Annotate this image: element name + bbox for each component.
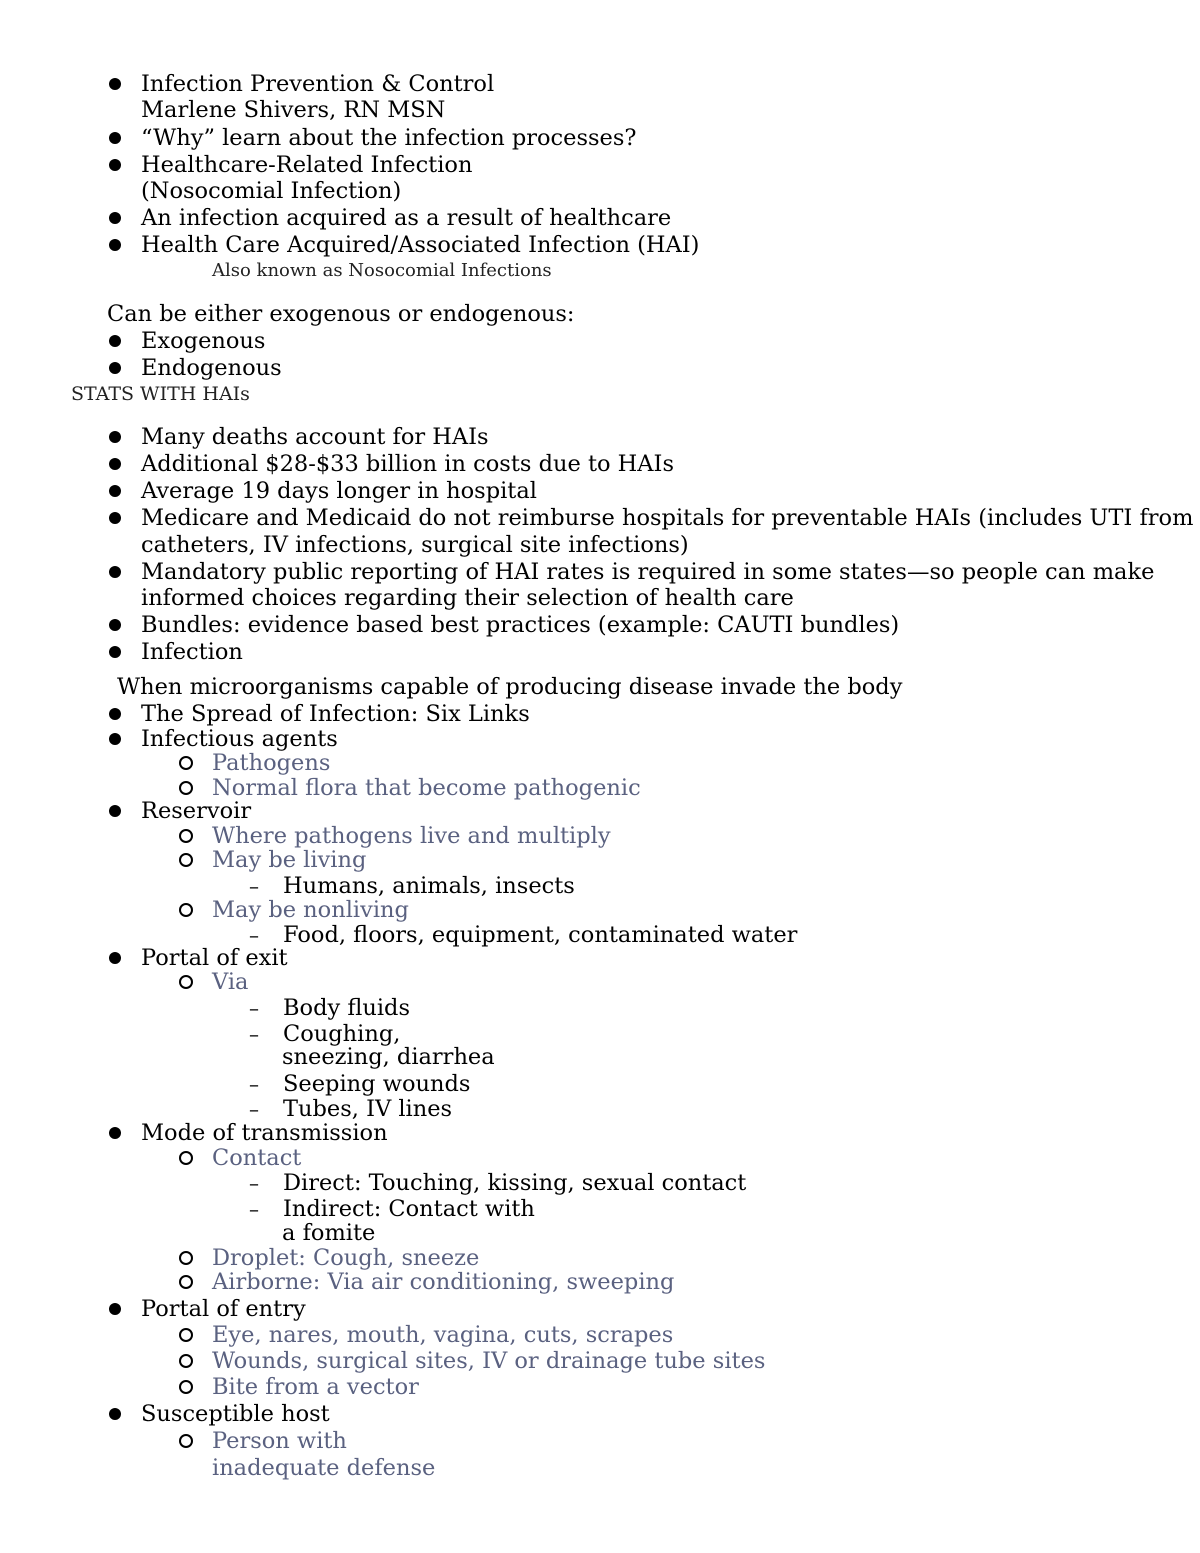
sub-list-item-text: May be living xyxy=(212,847,367,873)
list-item-text: catheters, IV infections, surgical site infections) xyxy=(141,532,689,558)
list-item-text: “Why” learn about the infection processes? xyxy=(141,125,637,151)
section-heading-text: STATS WITH HAIs xyxy=(71,383,250,405)
sub-sub-list-item-text: a fomite xyxy=(282,1220,376,1246)
list-item-text: Average 19 days longer in hospital xyxy=(141,478,537,504)
hollow-bullet-icon xyxy=(179,903,193,917)
filled-bullet-icon xyxy=(109,362,121,374)
sub-sub-list-item-text: Humans, animals, insects xyxy=(283,873,575,899)
sub-sub-list-item-text: Coughing, xyxy=(283,1021,401,1047)
list-item-text: Health Care Acquired/Associated Infection (HAI) xyxy=(141,232,700,258)
filled-bullet-icon xyxy=(109,1127,121,1139)
hollow-bullet-icon xyxy=(179,1151,193,1165)
hollow-bullet-icon xyxy=(179,1328,193,1342)
sub-list-item-text: Via xyxy=(212,969,249,995)
filled-bullet-icon xyxy=(109,1303,121,1315)
paragraph-text: When microorganisms capable of producing disease invade the body xyxy=(117,674,903,700)
hollow-bullet-icon xyxy=(179,756,193,770)
filled-bullet-icon xyxy=(109,239,121,251)
list-item-text: Marlene Shivers, RN MSN xyxy=(141,97,446,123)
list-item-text: Bundles: evidence based best practices (example: CAUTI bundles) xyxy=(141,612,900,638)
filled-bullet-icon xyxy=(109,335,121,347)
hollow-bullet-icon xyxy=(179,1251,193,1265)
list-item-text: Infectious agents xyxy=(141,726,338,752)
filled-bullet-icon xyxy=(109,952,121,964)
filled-bullet-icon xyxy=(109,512,121,524)
sub-sub-list-item-text: Tubes, IV lines xyxy=(283,1096,453,1122)
filled-bullet-icon xyxy=(109,132,121,144)
dash-bullet-icon: – xyxy=(249,1197,259,1221)
filled-bullet-icon xyxy=(109,458,121,470)
sub-list-item-text: Where pathogens live and multiply xyxy=(212,823,611,849)
list-item-text: Infection xyxy=(141,639,243,665)
hollow-bullet-icon xyxy=(179,1434,193,1448)
sub-sub-list-item-text: Indirect: Contact with xyxy=(283,1196,535,1222)
hollow-bullet-icon xyxy=(179,1380,193,1394)
sub-list-item-text: Person with xyxy=(212,1428,347,1454)
sub-list-item-text: inadequate defense xyxy=(212,1455,436,1481)
filled-bullet-icon xyxy=(109,566,121,578)
dash-bullet-icon: – xyxy=(249,1022,259,1046)
list-item-text: Many deaths account for HAIs xyxy=(141,424,489,450)
filled-bullet-icon xyxy=(109,646,121,658)
sub-sub-list-item-text: Seeping wounds xyxy=(283,1071,471,1097)
dash-bullet-icon: – xyxy=(249,874,259,898)
hollow-bullet-icon xyxy=(179,853,193,867)
dash-bullet-icon: – xyxy=(249,1171,259,1195)
sub-list-item-text: Pathogens xyxy=(212,750,331,776)
sub-list-item-text: Bite from a vector xyxy=(212,1374,419,1400)
hollow-bullet-icon xyxy=(179,1275,193,1289)
sub-list-item-text: Normal flora that become pathogenic xyxy=(212,775,641,801)
hollow-bullet-icon xyxy=(179,781,193,795)
sub-list-item-text: Droplet: Cough, sneeze xyxy=(212,1245,480,1271)
filled-bullet-icon xyxy=(109,485,121,497)
filled-bullet-icon xyxy=(109,431,121,443)
note-line: Also known as Nosocomial Infections xyxy=(212,260,552,281)
list-item-text: Reservoir xyxy=(141,798,252,824)
list-item-text: Mode of transmission xyxy=(141,1120,388,1146)
list-item-text: Additional $28-$33 billion in costs due to HAIs xyxy=(141,451,674,477)
list-item-text: An infection acquired as a result of healthcare xyxy=(141,205,672,231)
filled-bullet-icon xyxy=(109,78,121,90)
list-item-text: Exogenous xyxy=(141,328,266,354)
list-item-text: Healthcare-Related Infection xyxy=(141,152,473,178)
filled-bullet-icon xyxy=(109,733,121,745)
dash-bullet-icon: – xyxy=(249,996,259,1020)
filled-bullet-icon xyxy=(109,212,121,224)
dash-bullet-icon: – xyxy=(249,1097,259,1121)
list-item-text: (Nosocomial Infection) xyxy=(141,178,402,204)
sub-list-item-text: May be nonliving xyxy=(212,897,409,923)
filled-bullet-icon xyxy=(109,159,121,171)
filled-bullet-icon xyxy=(109,619,121,631)
list-item-text: Mandatory public reporting of HAI rates is required in some states—so people can make xyxy=(141,559,1155,585)
filled-bullet-icon xyxy=(109,708,121,720)
filled-bullet-icon xyxy=(109,805,121,817)
hollow-bullet-icon xyxy=(179,1354,193,1368)
dash-bullet-icon: – xyxy=(249,1072,259,1096)
list-item-text: Medicare and Medicaid do not reimburse hospitals for preventable HAIs (includes UTI from xyxy=(141,505,1194,531)
list-item-text: Infection Prevention & Control xyxy=(141,71,495,97)
sub-list-item-text: Airborne: Via air conditioning, sweeping xyxy=(212,1269,675,1295)
filled-bullet-icon xyxy=(109,1408,121,1420)
sub-list-item-text: Wounds, surgical sites, IV or drainage tube sites xyxy=(212,1348,766,1374)
list-item-text: Endogenous xyxy=(141,355,282,381)
list-item-text: The Spread of Infection: Six Links xyxy=(141,701,530,727)
list-item-text: informed choices regarding their selection of health care xyxy=(141,585,794,611)
sub-sub-list-item-text: Direct: Touching, kissing, sexual contact xyxy=(283,1170,747,1196)
sub-sub-list-item-text: sneezing, diarrhea xyxy=(282,1044,495,1070)
dash-bullet-icon: – xyxy=(249,923,259,947)
hollow-bullet-icon xyxy=(179,829,193,843)
sub-list-item-text: Contact xyxy=(212,1145,302,1171)
list-item-text: Susceptible host xyxy=(141,1401,330,1427)
paragraph-text: Can be either exogenous or endogenous: xyxy=(107,301,575,327)
list-item-text: Portal of exit xyxy=(141,945,288,971)
sub-list-item-text: Eye, nares, mouth, vagina, cuts, scrapes xyxy=(212,1322,674,1348)
hollow-bullet-icon xyxy=(179,975,193,989)
list-item-text: Portal of entry xyxy=(141,1296,306,1322)
sub-sub-list-item-text: Body fluids xyxy=(283,995,410,1021)
sub-sub-list-item-text: Food, floors, equipment, contaminated water xyxy=(283,922,798,948)
